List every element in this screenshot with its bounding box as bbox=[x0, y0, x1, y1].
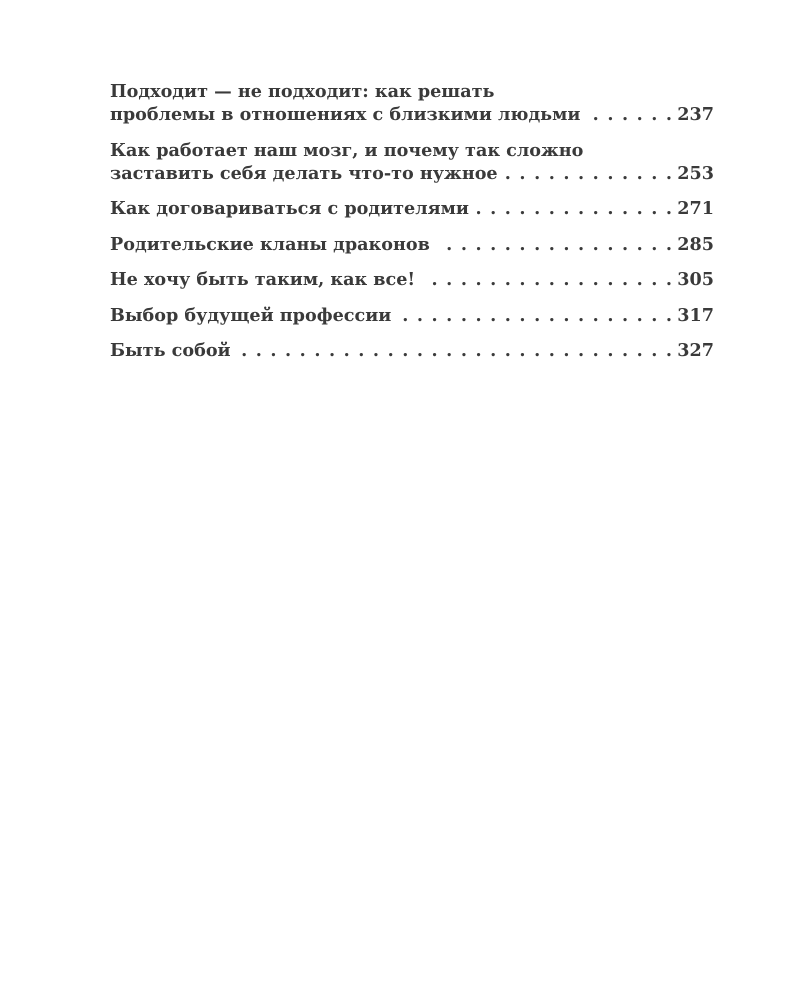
toc-entry-title: заставить себя делать что-то нужное bbox=[110, 162, 498, 184]
toc-entry-title: Как договариваться с родителями bbox=[110, 198, 469, 219]
dot-leader bbox=[477, 197, 673, 220]
toc-entry bbox=[110, 268, 714, 291]
toc-entry-line bbox=[110, 197, 714, 220]
toc-entry bbox=[110, 197, 714, 220]
toc-entry-title: Не хочу быть таким, как все! bbox=[110, 269, 416, 290]
toc-entry-line bbox=[110, 268, 714, 291]
toc-page-number: 327 bbox=[677, 340, 714, 361]
toc-entry bbox=[110, 339, 714, 362]
toc-entry bbox=[110, 139, 714, 185]
toc-page-number: 271 bbox=[677, 198, 714, 219]
toc-entry bbox=[110, 233, 714, 256]
toc-entry-line bbox=[110, 233, 714, 256]
toc-entry-line bbox=[110, 103, 714, 126]
toc-entry bbox=[110, 80, 714, 126]
dot-leader bbox=[588, 103, 673, 126]
dot-leader bbox=[438, 233, 673, 256]
dot-leader bbox=[506, 162, 674, 185]
toc-entry-title: Родительские кланы драконов bbox=[110, 233, 430, 255]
dot-leader bbox=[423, 268, 673, 291]
table-of-contents-page bbox=[110, 80, 714, 362]
toc-entry-title: проблемы в отношениях с близкими людьми bbox=[110, 104, 581, 125]
table-of-contents bbox=[110, 80, 714, 362]
toc-entry-line bbox=[110, 339, 714, 362]
toc-entry-line bbox=[110, 80, 714, 103]
dot-leader bbox=[239, 339, 674, 362]
toc-page-number: 285 bbox=[677, 233, 714, 255]
toc-page-number: 253 bbox=[677, 162, 714, 184]
toc-entry-line bbox=[110, 162, 714, 185]
toc-entry-title: Быть собой bbox=[110, 340, 231, 361]
toc-entry-title: Подходит — не подходит: как решать bbox=[110, 81, 495, 102]
dot-leader bbox=[399, 304, 673, 327]
toc-entry-line bbox=[110, 304, 714, 327]
toc-page-number: 237 bbox=[677, 104, 714, 125]
toc-entry-title: Выбор будущей профессии bbox=[110, 304, 392, 326]
toc-entry-line bbox=[110, 139, 714, 162]
toc-page-number: 305 bbox=[677, 269, 714, 290]
toc-entry bbox=[110, 304, 714, 327]
toc-page-number: 317 bbox=[677, 304, 714, 326]
toc-entry-title: Как работает наш мозг, и почему так сложно bbox=[110, 139, 584, 161]
